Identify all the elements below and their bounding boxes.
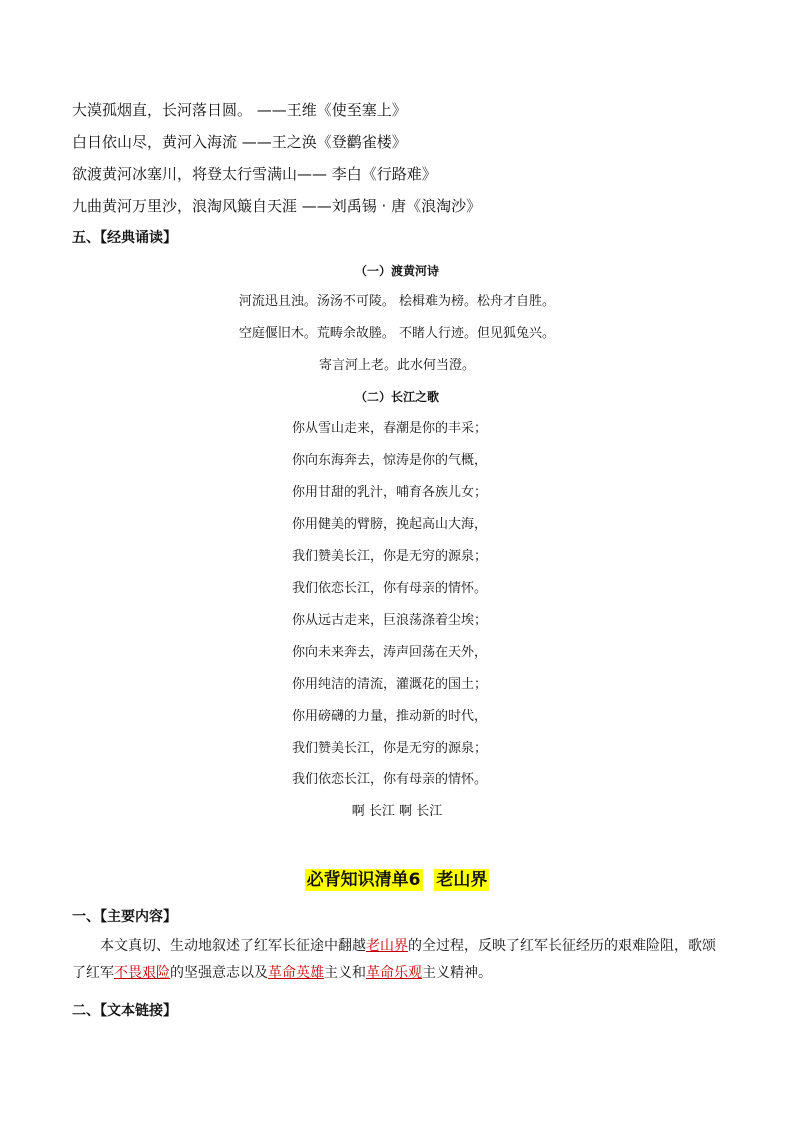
poem-line: 你从雪山走来，春潮是你的丰采； — [292, 421, 488, 436]
poem-line: 空庭偃旧木。荒畴余故塍。 不睹人行迹。但见狐兔兴。 — [238, 326, 556, 341]
section-heading-text-link: 二、【文本链接】 — [72, 1003, 177, 1019]
poem-line: 寄言河上老。此水何当澄。 — [318, 358, 475, 373]
lesson-title-highlight: 必背知识清单6 — [306, 870, 421, 890]
poem-line: 你用健美的臂膀，挽起高山大海， — [292, 517, 488, 532]
summary-text: 的全过程，反映了红军长征经历的艰难险阻，歌颂了红军 — [72, 938, 716, 981]
summary-text: 本文真切、生动地叙述了红军长征途中翻越 — [100, 938, 366, 954]
keyword-underlined: 革命乐观 — [366, 965, 422, 981]
poem-line: 我们赞美长江，你是无穷的源泉； — [292, 549, 488, 564]
quote-line: 白日依山尽，黄河入海流 ——王之涣《登鹳雀楼》 — [72, 133, 407, 151]
poem-line: 你用纯洁的清流，灌溉花的国土； — [292, 677, 488, 692]
summary-paragraph — [72, 933, 722, 987]
keyword-underlined: 革命英雄 — [268, 965, 324, 981]
poem-refrain: 啊 长江 啊 长江 — [351, 804, 443, 819]
poem-line: 你从远古走来，巨浪荡涤着尘埃； — [292, 613, 488, 628]
quote-line: 欲渡黄河冰塞川，将登太行雪满山—— 李白《行路难》 — [72, 165, 437, 183]
poem-line: 我们依恋长江，你有母亲的情怀。 — [292, 581, 488, 596]
keyword-underlined: 不畏艰险 — [114, 965, 170, 981]
keyword-underlined: 老山界 — [366, 938, 408, 954]
poem-line: 你向未来奔去，涛声回荡在天外， — [292, 645, 488, 660]
summary-text: 的坚强意志以及 — [170, 965, 268, 981]
section-heading-classic-reading: 五、【经典诵读】 — [72, 230, 177, 246]
poem-title: （一）渡黄河诗 — [354, 264, 439, 278]
poem-line: 你用磅礴的力量，推动新的时代， — [292, 709, 488, 724]
summary-text: 主义和 — [324, 965, 366, 981]
poem-line: 河流迅且浊。汤汤不可陵。 桧楫难为榜。松舟才自胜。 — [238, 294, 556, 309]
quote-line: 九曲黄河万里沙，浪淘风簸自天涯 ——刘禹锡 · 唐《浪淘沙》 — [72, 197, 482, 215]
section-heading-main-content: 一、【主要内容】 — [72, 909, 177, 925]
lesson-title — [0, 868, 794, 892]
poem-title: （二）长江之歌 — [354, 390, 439, 404]
poem-line: 你用甘甜的乳汁，哺育各族儿女； — [292, 485, 488, 500]
poem-line: 你向东海奔去，惊涛是你的气概， — [292, 453, 488, 468]
lesson-title-name: 老山界 — [436, 870, 488, 890]
poem-line: 我们依恋长江，你有母亲的情怀。 — [292, 772, 488, 787]
quote-line: 大漠孤烟直，长河落日圆。 ——王维《使至塞上》 — [72, 101, 407, 119]
poem-line: 我们赞美长江，你是无穷的源泉； — [292, 741, 488, 756]
summary-text: 主义精神。 — [422, 965, 492, 981]
